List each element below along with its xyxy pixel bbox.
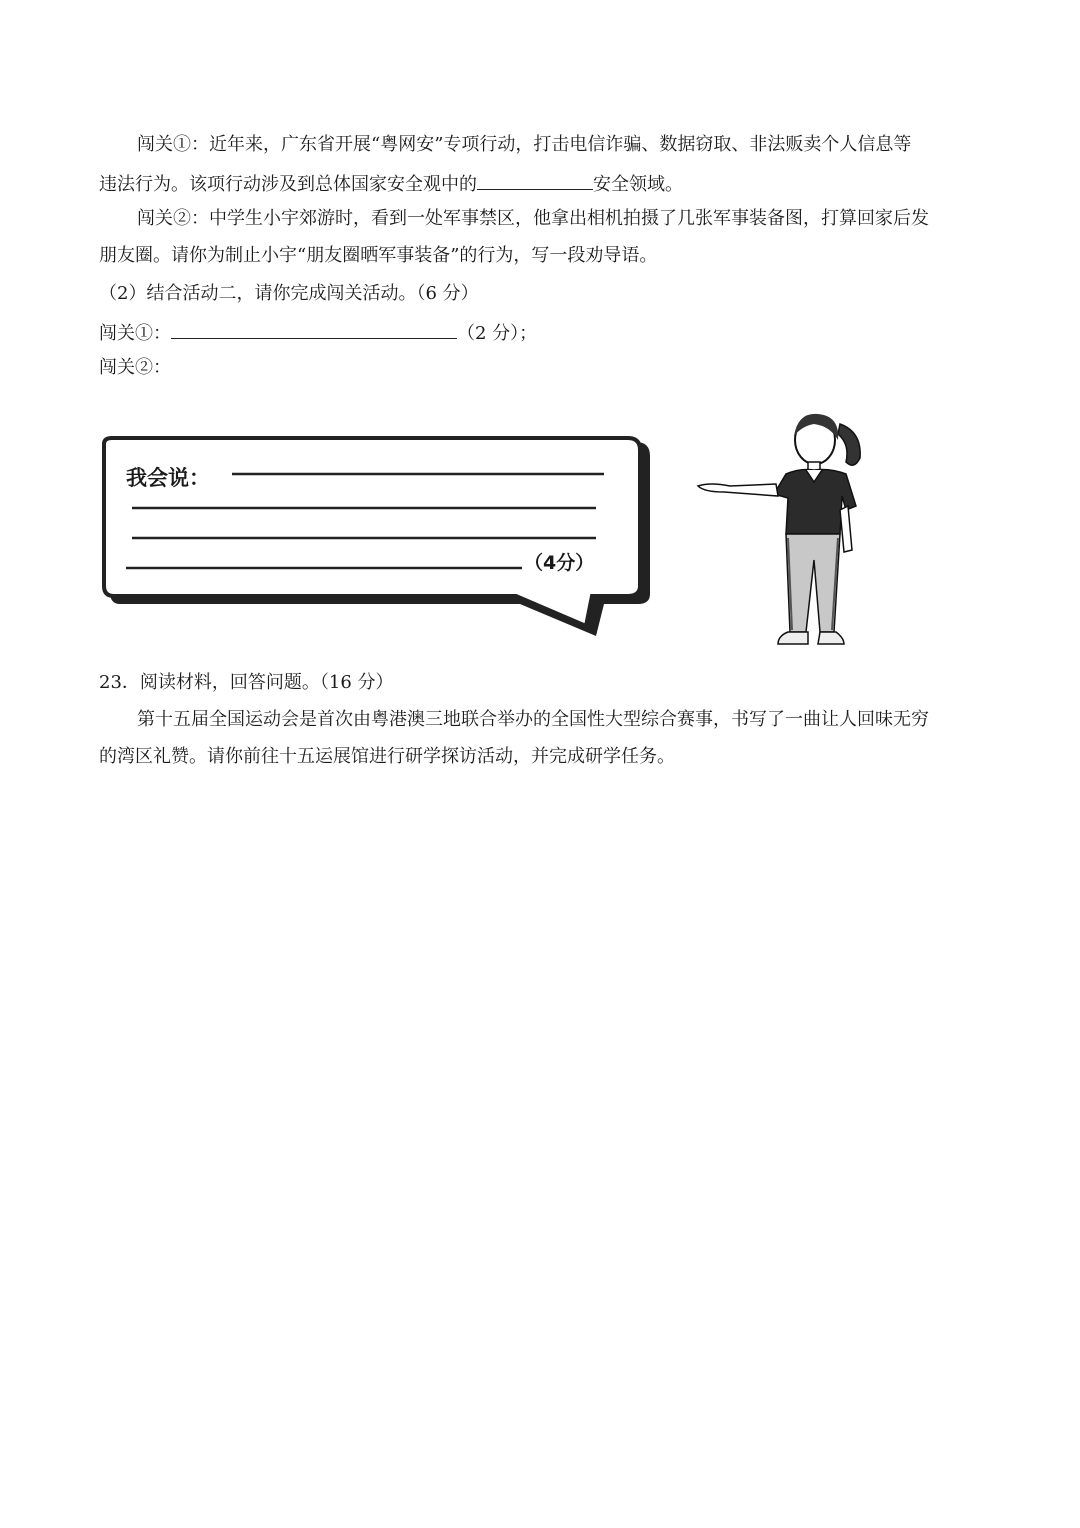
answer-blank-security-field[interactable]	[477, 169, 593, 190]
q22-p1-line1: 闯关①：近年来，广东省开展“粤网安”专项行动，打击电信诈骗、数据窃取、非法贩卖个人信息等	[137, 134, 912, 155]
q23-line1: 第十五届全国运动会是首次由粤港澳三地联合举办的全国性大型综合赛事，书写了一曲让人回味无穷	[137, 709, 929, 730]
student-girl-illustration	[690, 410, 880, 655]
bubble-label: 我会说：	[126, 466, 210, 490]
challenge-2-label: 闯关②：	[99, 357, 171, 378]
answer-blank-challenge-1[interactable]	[171, 318, 457, 339]
q22-p2-line1: 闯关②：中学生小宇郊游时，看到一处军事禁区，他拿出相机拍摄了几张军事装备图，打算回家后发	[137, 208, 929, 229]
q22-p2-line2: 朋友圈。请你为制止小宇“朋友圈晒军事装备”的行为，写一段劝导语。	[99, 245, 658, 266]
q22-p1-line2	[99, 169, 683, 198]
challenge-1-score: （2 分）；	[457, 323, 538, 344]
q22-subquestion-2: （2）结合活动二，请你完成闯关活动。（6 分）	[99, 283, 479, 304]
q23-line2: 的湾区礼赞。请你前往十五运展馆进行研学探访活动，并完成研学任务。	[99, 746, 675, 767]
q22-p1-line2-text: 违法行为。该项行动涉及到总体国家安全观中的	[99, 174, 477, 195]
bubble-score: （4分）	[524, 552, 595, 574]
q23-title: 23．阅读材料，回答问题。（16 分）	[99, 672, 394, 693]
challenge-1-row	[99, 318, 537, 347]
q22-p1-line2-tail: 安全领域。	[593, 174, 683, 195]
challenge-1-label: 闯关①：	[99, 323, 171, 344]
